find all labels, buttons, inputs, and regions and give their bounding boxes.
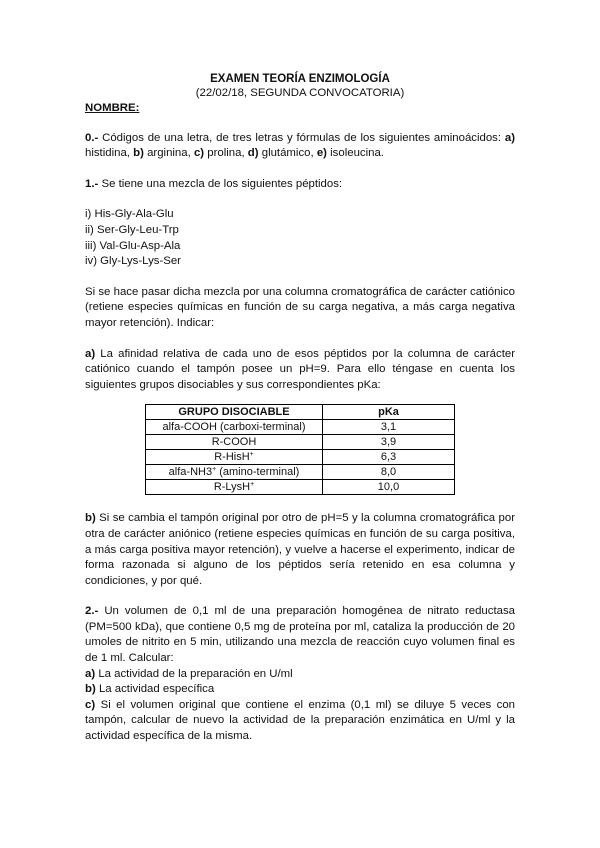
question-2a-label: a) <box>85 667 96 680</box>
table-cell-group: R-HisH+ <box>146 450 323 465</box>
question-2b-label: b) <box>85 683 96 696</box>
question-2-number: 2.- <box>85 605 99 618</box>
question-1b-text: Si se cambia el tampón original por otro de pH=5 y la columna cromatográfica por otra de carácter aniónico (retiene especies químicas en función de su carga positiva, a más carga positiva mayor retención), y vuelve a hacerse el experimento, indicar de forma razonada si alguno de los péptidos sería retenido en esa columna y condiciones, y por qué. <box>85 512 515 587</box>
table-row <box>146 480 455 495</box>
q0-item-a-label: a) <box>504 131 515 144</box>
peptide-item: iv) Gly-Lys-Lys-Ser <box>85 255 181 268</box>
question-1b <box>85 511 515 589</box>
table-cell-pka: 3,1 <box>323 420 455 435</box>
question-1-intro: Si se hace pasar dicha mezcla por una columna cromatográfica de carácter catiónico (retiene especies químicas en función de su carga negativa, a más carga negativa mayor retención). Indicar: <box>85 285 515 329</box>
table-header-row <box>146 405 455 420</box>
q0-item-d-label: d) <box>247 147 259 160</box>
question-0-number: 0.- <box>85 131 99 144</box>
table-header-group: GRUPO DISOCIABLE <box>146 405 323 420</box>
q0-item-c-text: prolina, <box>207 147 245 160</box>
peptide-item: ii) Ser-Gly-Leu-Trp <box>85 223 179 236</box>
q0-item-e-label: e) <box>316 147 327 160</box>
q0-item-a-text: histidina, <box>85 147 130 160</box>
question-2c <box>85 698 515 745</box>
table-header-pka: pKa <box>323 405 455 420</box>
question-1a-label: a) <box>85 347 96 360</box>
peptide-list <box>85 207 515 269</box>
question-1b-label: b) <box>85 512 96 525</box>
question-2a <box>85 667 515 683</box>
question-2b <box>85 682 515 698</box>
question-2c-text: Si el volumen original que contiene el enzima (0,1 ml) se diluye 5 veces con tampón, calcular de nuevo la actividad de la preparación enzimática en U/ml y la actividad específica de la misma. <box>85 698 515 743</box>
exam-title: EXAMEN TEORÍA ENZIMOLOGÍA <box>210 73 390 85</box>
table-cell-pka: 8,0 <box>323 465 455 480</box>
question-1-text: Se tiene una mezcla de los siguientes péptidos: <box>101 177 343 190</box>
exam-subtitle: (22/02/18, SEGUNDA CONVOCATORIA) <box>195 87 405 99</box>
question-1 <box>85 177 515 193</box>
table-cell-pka: 10,0 <box>323 480 455 495</box>
question-2a-text: La actividad de la preparación en U/ml <box>98 667 293 680</box>
question-1-number: 1.- <box>85 177 99 190</box>
table-cell-pka: 3,9 <box>323 435 455 450</box>
name-label: NOMBRE: <box>85 102 140 114</box>
question-0-text: Códigos de una letra, de tres letras y fórmulas de los siguientes aminoácidos: <box>102 131 502 144</box>
question-2-text: Un volumen de 0,1 ml de una preparación homogénea de nitrato reductasa (PM=500 kDa), que contiene 0,5 mg de proteína por ml, cataliza la producción de 20 umoles de nitrito en 5 min, utilizando una mezcla de reacción cuyo volumen final es de 1 ml. Calcular: <box>85 605 515 665</box>
question-2b-text: La actividad específica <box>98 683 215 696</box>
table-cell-pka: 6,3 <box>323 450 455 465</box>
pka-table <box>145 404 455 495</box>
peptide-item: iii) Val-Glu-Asp-Ala <box>85 239 181 252</box>
table-cell-group: R-COOH <box>146 435 323 450</box>
peptide-item: i) His-Gly-Ala-Glu <box>85 208 174 221</box>
q0-item-b-text: arginina, <box>147 147 191 160</box>
table-cell-group: R-LysH+ <box>146 480 323 495</box>
table-row <box>146 450 455 465</box>
question-2 <box>85 604 515 666</box>
q0-item-e-text: isoleucina. <box>330 147 384 160</box>
q0-item-d-text: glutámico, <box>261 147 314 160</box>
q0-item-c-label: c) <box>193 147 205 160</box>
table-cell-group: alfa-NH3+ (amino-terminal) <box>146 465 323 480</box>
question-2c-label: c) <box>85 698 96 711</box>
table-row <box>146 435 455 450</box>
question-0 <box>85 131 515 162</box>
table-row <box>146 465 455 480</box>
table-cell-group: alfa-COOH (carboxi-terminal) <box>146 420 323 435</box>
exam-page <box>85 72 515 745</box>
question-1a <box>85 347 515 394</box>
question-1a-text: La afinidad relativa de cada uno de esos péptidos por la columna de carácter catiónico cuando el tampón posee un pH=9. Para ello téngase en cuenta los siguientes grupos disociables y sus correspondientes pKa: <box>85 347 515 391</box>
q0-item-b-label: b) <box>133 147 144 160</box>
table-row <box>146 420 455 435</box>
